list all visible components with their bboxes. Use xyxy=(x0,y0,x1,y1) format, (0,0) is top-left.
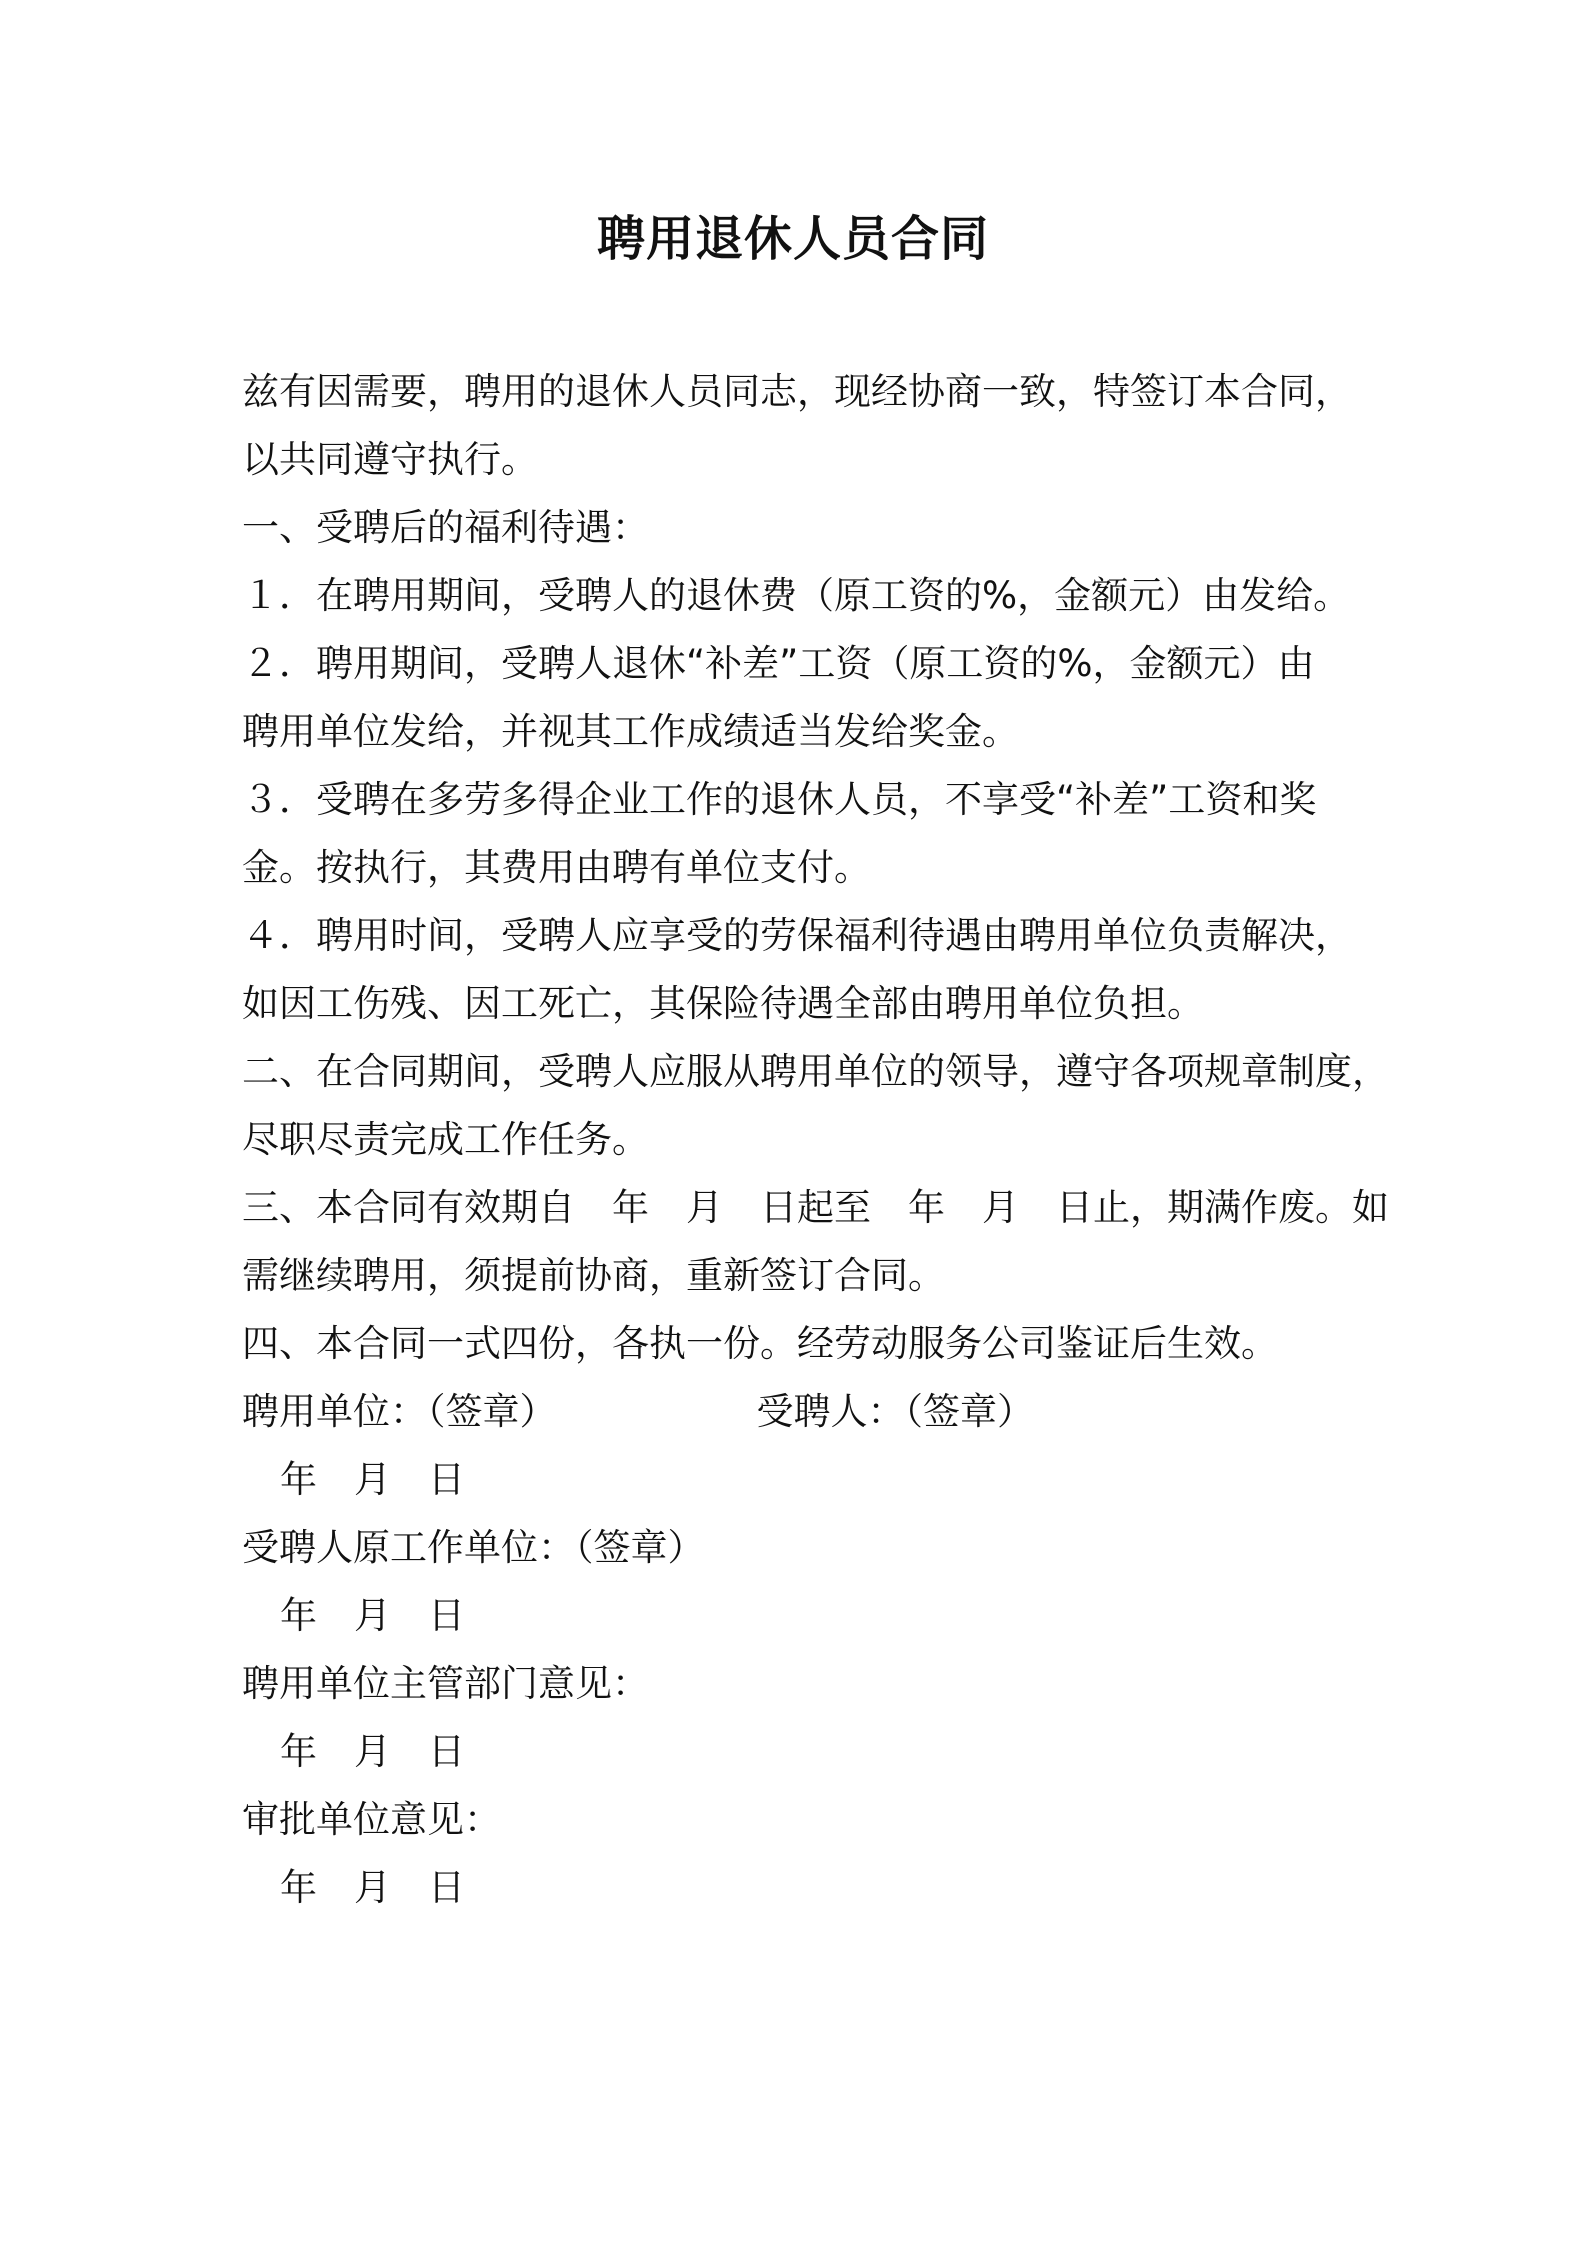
page-title: 聘用退休人员合同 xyxy=(596,211,989,267)
section3-line-2: 需继续聘用，须提前协商，重新签订合同。 xyxy=(242,1254,945,1297)
intro-line-2: 以共同遵守执行。 xyxy=(242,438,538,481)
item4-line-2: 如因工伤残、因工死亡，其保险待遇全部由聘用单位负担。 xyxy=(242,982,1204,1025)
intro-line-1: 兹有因需要，聘用的退休人员同志，现经协商一致，特签订本合同， xyxy=(242,370,1352,413)
date-line-2: 年 月 日 xyxy=(280,1594,465,1637)
section4-line: 四、本合同一式四份，各执一份。经劳动服务公司鉴证后生效。 xyxy=(242,1322,1278,1365)
signature-row-1 xyxy=(242,1378,1362,1446)
original-employer-signature-label: 受聘人原工作单位：（签章） xyxy=(242,1526,705,1569)
date-line-4: 年 月 日 xyxy=(280,1866,465,1909)
employer-signature-label: 聘用单位：（签章） xyxy=(242,1390,557,1433)
item4-line-1: ４．聘用时间，受聘人应享受的劳保福利待遇由聘用单位负责解决， xyxy=(242,914,1352,957)
contract-body xyxy=(242,358,1389,1922)
approval-opinion-label: 审批单位意见： xyxy=(242,1798,501,1841)
section2-line-1: 二、在合同期间，受聘人应服从聘用单位的领导，遵守各项规章制度， xyxy=(242,1050,1389,1093)
date-line-3: 年 月 日 xyxy=(280,1730,465,1773)
date-line-1: 年 月 日 xyxy=(280,1458,465,1501)
employee-signature-label: 受聘人：（签章） xyxy=(756,1390,1034,1433)
section1-heading: 一、受聘后的福利待遇： xyxy=(242,506,649,549)
item2-line-1: ２．聘用期间，受聘人退休“补差”工资（原工资的%，金额元）由 xyxy=(242,642,1315,685)
item3-line-1: ３．受聘在多劳多得企业工作的退休人员，不享受“补差”工资和奖 xyxy=(242,778,1317,821)
item3-line-2: 金。按执行，其费用由聘有单位支付。 xyxy=(242,846,871,889)
item2-line-2: 聘用单位发给，并视其工作成绩适当发给奖金。 xyxy=(242,710,1019,753)
item1-line-1: １．在聘用期间，受聘人的退休费（原工资的%，金额元）由发给。 xyxy=(242,574,1351,617)
section3-line-1: 三、本合同有效期自 年 月 日起至 年 月 日止，期满作废。如 xyxy=(242,1186,1389,1229)
section2-line-2: 尽职尽责完成工作任务。 xyxy=(242,1118,649,1161)
supervisor-opinion-label: 聘用单位主管部门意见： xyxy=(242,1662,649,1705)
